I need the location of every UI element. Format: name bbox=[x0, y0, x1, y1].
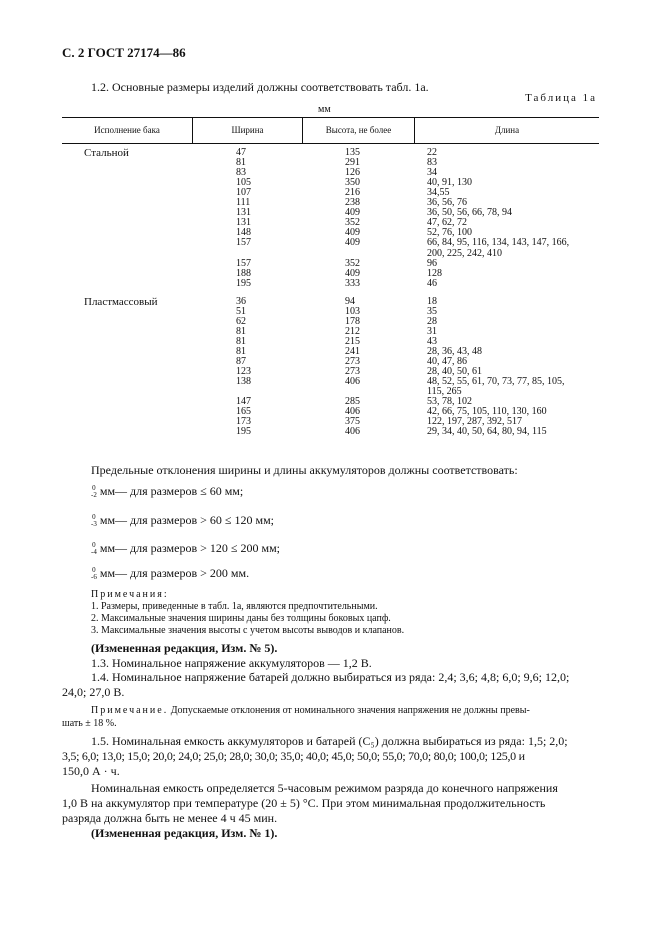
group-name: Пластмассовый bbox=[84, 295, 158, 308]
paragraph-capacity-line3: разряда должна быть не менее 4 ч 45 мин. bbox=[62, 811, 278, 825]
table-row bbox=[62, 208, 599, 218]
table-header bbox=[62, 117, 599, 144]
table-body bbox=[62, 144, 599, 445]
table-row bbox=[62, 158, 599, 168]
cell-height: 241 bbox=[345, 345, 360, 357]
tolerance-item bbox=[91, 566, 249, 581]
cell-height: 291 bbox=[345, 157, 360, 169]
table-row bbox=[62, 238, 599, 248]
tolerance-text: мм— для размеров > 200 мм. bbox=[99, 566, 250, 580]
tolerance-item bbox=[91, 541, 280, 556]
note-item: 2. Максимальные значения ширины даны без толщины боковых цапф. bbox=[91, 613, 391, 624]
cell-width: 47 bbox=[236, 147, 246, 158]
table-row bbox=[62, 269, 599, 279]
cell-length: 35 bbox=[427, 305, 437, 317]
cell-length: 28 bbox=[427, 315, 437, 327]
table-row bbox=[62, 327, 599, 337]
table-row bbox=[62, 337, 599, 347]
paragraph-capacity-line2: 1,0 В на аккумулятор при температуре (20 ± 5) °С. При этом минимальная продолжительность bbox=[62, 796, 546, 810]
cell-width: 111 bbox=[236, 197, 251, 209]
cell-width: 81 bbox=[236, 157, 246, 169]
dimensions-table bbox=[62, 117, 599, 445]
tolerance-fraction bbox=[91, 485, 97, 499]
cell-height: 285 bbox=[345, 396, 360, 408]
table-label: Таблица 1а bbox=[525, 92, 597, 104]
cell-height: 350 bbox=[345, 177, 360, 189]
cell-height: 135 bbox=[345, 147, 360, 158]
note-voltage-line2: шать ± 18 %. bbox=[62, 718, 117, 729]
cell-width: 188 bbox=[236, 267, 251, 279]
cell-width: 81 bbox=[236, 345, 246, 357]
edit-note-1: (Измененная редакция, Изм. № 1). bbox=[91, 826, 278, 840]
cell-height: 409 bbox=[345, 237, 360, 249]
table-row bbox=[62, 427, 599, 437]
cell-height: 238 bbox=[345, 197, 360, 209]
tolerance-upper: 0 bbox=[92, 541, 96, 550]
cell-width: 123 bbox=[236, 366, 251, 378]
table-row bbox=[62, 387, 599, 397]
page-header: С. 2 ГОСТ 27174—86 bbox=[62, 45, 186, 60]
cell-height: 178 bbox=[345, 315, 360, 327]
cell-height: 333 bbox=[345, 277, 360, 289]
cell-width: 131 bbox=[236, 207, 251, 219]
cell-width: 51 bbox=[236, 305, 246, 317]
cell-length: 48, 52, 55, 61, 70, 73, 77, 85, 105, bbox=[427, 376, 565, 388]
paragraph-1-4-line2: 24,0; 27,0 В. bbox=[62, 685, 125, 699]
notes-title: Примечания: bbox=[91, 589, 169, 600]
cell-width: 157 bbox=[236, 237, 251, 249]
table-row bbox=[62, 297, 599, 307]
tolerance-text: мм— для размеров ≤ 60 мм; bbox=[99, 484, 244, 498]
cell-length: 128 bbox=[427, 267, 442, 279]
group-name: Стальной bbox=[84, 147, 129, 159]
cell-length: 36, 50, 56, 66, 78, 94 bbox=[427, 207, 512, 219]
tolerance-lower: -4 bbox=[91, 548, 97, 557]
tolerance-lower: -2 bbox=[91, 491, 97, 500]
cell-height: 126 bbox=[345, 167, 360, 179]
tolerance-text: мм— для размеров > 120 ≤ 200 мм; bbox=[99, 541, 281, 555]
tolerance-upper: 0 bbox=[92, 513, 96, 522]
tolerance-lower: -3 bbox=[91, 520, 97, 529]
table-row bbox=[62, 279, 599, 289]
cell-length: 28, 40, 50, 61 bbox=[427, 366, 482, 378]
tolerance-item bbox=[91, 484, 243, 499]
section-intro: 1.2. Основные размеры изделий должны соответствовать табл. 1а. bbox=[91, 80, 429, 94]
paragraph-1-5-line3: 150,0 А · ч. bbox=[62, 764, 120, 778]
cell-length: 83 bbox=[427, 157, 437, 169]
cell-width: 81 bbox=[236, 325, 246, 337]
cell-length: 29, 34, 40, 50, 64, 80, 94, 115 bbox=[427, 426, 547, 438]
table-row bbox=[62, 148, 599, 158]
cell-length: 28, 36, 43, 48 bbox=[427, 345, 482, 357]
cell-length: 18 bbox=[427, 295, 437, 307]
cell-width: 87 bbox=[236, 356, 246, 367]
cell-width: 36 bbox=[236, 295, 246, 307]
tolerance-lower: -6 bbox=[91, 573, 97, 582]
cell-length: 42, 66, 75, 105, 110, 130, 160 bbox=[427, 406, 547, 418]
cell-width: 83 bbox=[236, 167, 246, 179]
cell-length: 34,55 bbox=[427, 187, 450, 199]
note-item: 1. Размеры, приведенные в табл. 1а, являются предпочтительными. bbox=[91, 601, 378, 612]
note-item: 3. Максимальные значения высоты с учетом высоты выводов и клапанов. bbox=[91, 625, 405, 636]
cell-width: 157 bbox=[236, 257, 251, 269]
cell-width: 147 bbox=[236, 396, 251, 408]
cell-length: 66, 84, 95, 116, 134, 143, 147, 166, bbox=[427, 237, 570, 249]
tolerance-upper: 0 bbox=[92, 484, 96, 493]
edit-note-5: (Измененная редакция, Изм. № 5). bbox=[91, 641, 278, 655]
cell-height: 103 bbox=[345, 305, 360, 317]
cell-height: 375 bbox=[345, 416, 360, 428]
cell-height: 409 bbox=[345, 227, 360, 239]
cell-width: 195 bbox=[236, 426, 251, 438]
tolerance-item bbox=[91, 513, 274, 528]
table-row bbox=[62, 188, 599, 198]
cell-width: 165 bbox=[236, 406, 251, 418]
cell-height: 273 bbox=[345, 356, 360, 367]
cell-height: 94 bbox=[345, 295, 355, 307]
paragraph-capacity-line1: Номинальная емкость определяется 5-часовым режимом разряда до конечного напряжения bbox=[91, 781, 558, 795]
cell-length: 115, 265 bbox=[427, 386, 462, 398]
column-header-length: Длина bbox=[494, 125, 520, 135]
cell-width: 173 bbox=[236, 416, 251, 428]
cell-length: 22 bbox=[427, 147, 437, 158]
cell-length: 200, 225, 242, 410 bbox=[427, 247, 502, 259]
cell-height: 273 bbox=[345, 366, 360, 378]
cell-height: 216 bbox=[345, 187, 360, 199]
cell-height: 212 bbox=[345, 325, 360, 337]
cell-height: 352 bbox=[345, 217, 360, 229]
table-row bbox=[62, 317, 599, 327]
column-header-height: Высота, не более bbox=[325, 125, 392, 135]
cell-height: 409 bbox=[345, 267, 360, 279]
tolerance-fraction bbox=[91, 514, 97, 528]
cell-length: 46 bbox=[427, 277, 437, 289]
cell-length: 47, 62, 72 bbox=[427, 217, 467, 229]
table-row bbox=[62, 357, 599, 367]
paragraph-1-5-line1: 1.5. Номинальная емкость аккумуляторов и батарей (С₅) должна выбираться из ряда: 1,5; 2,0; bbox=[91, 734, 568, 748]
tolerance-fraction bbox=[91, 542, 97, 556]
tolerance-fraction bbox=[91, 567, 97, 581]
cell-height: 215 bbox=[345, 335, 360, 347]
table-row bbox=[62, 249, 599, 259]
cell-length: 34 bbox=[427, 167, 437, 179]
cell-height: 406 bbox=[345, 406, 360, 418]
cell-height: 406 bbox=[345, 376, 360, 388]
table-row bbox=[62, 178, 599, 188]
cell-length: 43 bbox=[427, 335, 437, 347]
note-voltage bbox=[62, 704, 599, 717]
cell-width: 148 bbox=[236, 227, 251, 239]
table-row bbox=[62, 307, 599, 317]
table-row bbox=[62, 377, 599, 387]
cell-length: 36, 56, 76 bbox=[427, 197, 467, 209]
tolerance-upper: 0 bbox=[92, 566, 96, 575]
cell-height: 352 bbox=[345, 257, 360, 269]
cell-length: 52, 76, 100 bbox=[427, 227, 472, 239]
column-header-width: Ширина bbox=[231, 125, 264, 135]
table-row bbox=[62, 168, 599, 178]
cell-length: 40, 91, 130 bbox=[427, 177, 472, 189]
cell-width: 107 bbox=[236, 187, 251, 199]
cell-height: 409 bbox=[345, 207, 360, 219]
cell-width: 81 bbox=[236, 335, 246, 347]
cell-length: 31 bbox=[427, 325, 437, 337]
cell-width: 105 bbox=[236, 177, 251, 189]
table-row bbox=[62, 218, 599, 228]
cell-length: 122, 197, 287, 392, 517 bbox=[427, 416, 522, 428]
cell-width: 195 bbox=[236, 277, 251, 289]
paragraph-1-5-line2: 3,5; 6,0; 13,0; 15,0; 20,0; 24,0; 25,0; 28,0; 30,0; 35,0; 40,0; 45,0; 50,0; 55,0; 70,0; 80,0; 100,0; 125,0 и bbox=[62, 749, 525, 763]
table-row bbox=[62, 347, 599, 357]
table-row bbox=[62, 259, 599, 269]
cell-length: 96 bbox=[427, 257, 437, 269]
paragraph-1-3: 1.3. Номинальное напряжение аккумуляторов — 1,2 В. bbox=[91, 656, 372, 670]
notes-block bbox=[91, 589, 404, 637]
cell-width: 138 bbox=[236, 376, 251, 388]
tolerance-intro: Предельные отклонения ширины и длины аккумуляторов должны соответствовать: bbox=[91, 463, 518, 477]
tolerance-text: мм— для размеров > 60 ≤ 120 мм; bbox=[99, 513, 275, 527]
cell-length: 40, 47, 86 bbox=[427, 356, 467, 367]
table-row bbox=[62, 198, 599, 208]
cell-length: 53, 78, 102 bbox=[427, 396, 472, 408]
cell-width: 131 bbox=[236, 217, 251, 229]
table-unit: мм bbox=[318, 104, 331, 115]
column-header-version: Исполнение бака bbox=[94, 125, 160, 135]
note-text: Допускаемые отклонения от номинального значения напряжения не должны превы- bbox=[168, 705, 530, 716]
paragraph-1-4-line1: 1.4. Номинальное напряжение батарей должно выбираться из ряда: 2,4; 3,6; 4,8; 6,0; 9,6; 12,0; bbox=[91, 670, 570, 684]
note-label: Примечание. bbox=[91, 705, 169, 716]
cell-width: 62 bbox=[236, 315, 246, 327]
cell-height: 406 bbox=[345, 426, 360, 438]
